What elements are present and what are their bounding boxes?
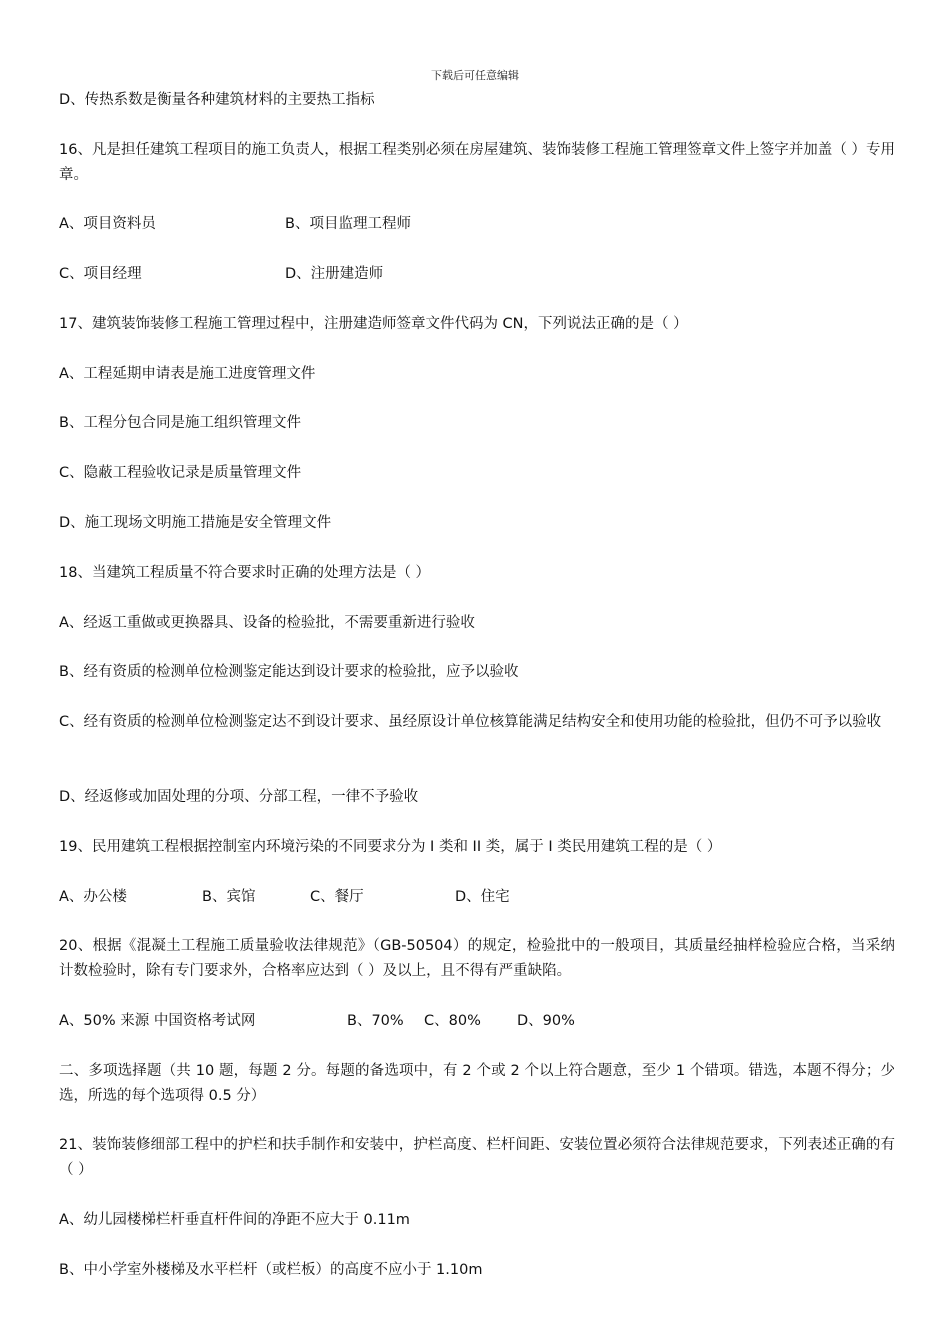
- question-17: 17、建筑装饰装修工程施工管理过程中，注册建造师签章文件代码为 CN，下列说法正确的是（ ）: [59, 316, 688, 332]
- q17-option-d: D、施工现场文明施工措施是安全管理文件: [59, 515, 332, 531]
- q16-option-a: A、项目资料员: [59, 216, 156, 232]
- q16-option-c: C、项目经理: [59, 266, 142, 282]
- q17-option-b: B、工程分包合同是施工组织管理文件: [59, 415, 301, 431]
- question-18: 18、当建筑工程质量不符合要求时正确的处理方法是（ ）: [59, 565, 431, 581]
- q18-option-d: D、经返修或加固处理的分项、分部工程，一律不予验收: [59, 789, 419, 805]
- q16-option-d: D、注册建造师: [285, 266, 384, 282]
- q15-option-d: D、传热系数是衡量各种建筑材料的主要热工指标: [59, 92, 375, 108]
- q18-option-a: A、经返工重做或更换器具、设备的检验批，不需要重新进行验收: [59, 615, 475, 631]
- question-19: 19、民用建筑工程根据控制室内环境污染的不同要求分为 I 类和 II 类，属于 I 类民用建筑工程的是（ ）: [59, 839, 722, 855]
- q20-option-b: B、70%: [347, 1013, 404, 1029]
- q19-option-a: A、办公楼: [59, 889, 127, 905]
- q20-option-c: C、80%: [424, 1013, 481, 1029]
- section-2-heading: 二、多项选择题（共 10 题，每题 2 分。每题的备选项中，有 2 个或 2 个以上符合题意，至少 1 个错项。错选，本题不得分；少选，所选的每个选项得 0.5 分）: [59, 1063, 895, 1104]
- q17-option-a: A、工程延期申请表是施工进度管理文件: [59, 366, 316, 382]
- question-20: 20、根据《混凝土工程施工质量验收法律规范》（GB-50504）的规定，检验批中的一般项目，其质量经抽样检验应合格，当采纳计数检验时，除有专门要求外，合格率应达到（ ）及以上，且不得有严重缺陷。: [59, 938, 895, 979]
- q19-option-c: C、餐厅: [310, 889, 364, 905]
- q18-option-c: C、经有资质的检测单位检测鉴定达不到设计要求、虽经原设计单位核算能满足结构安全和使用功能的检验批，但仍不可予以验收: [59, 714, 882, 730]
- q20-option-a: A、50% 来源 中国资格考试网: [59, 1013, 256, 1029]
- q20-option-d: D、90%: [517, 1013, 575, 1029]
- q16-option-b: B、项目监理工程师: [285, 216, 411, 232]
- q21-option-b: B、中小学室外楼梯及水平栏杆（或栏板）的高度不应小于 1.10m: [59, 1262, 483, 1278]
- question-16: 16、凡是担任建筑工程项目的施工负责人，根据工程类别必须在房屋建筑、装饰装修工程施工管理签章文件上签字并加盖（ ）专用章。: [59, 142, 895, 183]
- page-header: 下载后可任意编辑: [431, 69, 519, 82]
- q19-option-d: D、住宅: [455, 889, 510, 905]
- q21-option-a: A、幼儿园楼梯栏杆垂直杆件间的净距不应大于 0.11m: [59, 1212, 410, 1228]
- question-21: 21、装饰装修细部工程中的护栏和扶手制作和安装中，护栏高度、栏杆间距、安装位置必须符合法律规范要求，下列表述正确的有（ ）: [59, 1137, 895, 1178]
- q17-option-c: C、隐蔽工程验收记录是质量管理文件: [59, 465, 302, 481]
- q19-option-b: B、宾馆: [202, 889, 256, 905]
- q18-option-b: B、经有资质的检测单位检测鉴定能达到设计要求的检验批，应予以验收: [59, 664, 519, 680]
